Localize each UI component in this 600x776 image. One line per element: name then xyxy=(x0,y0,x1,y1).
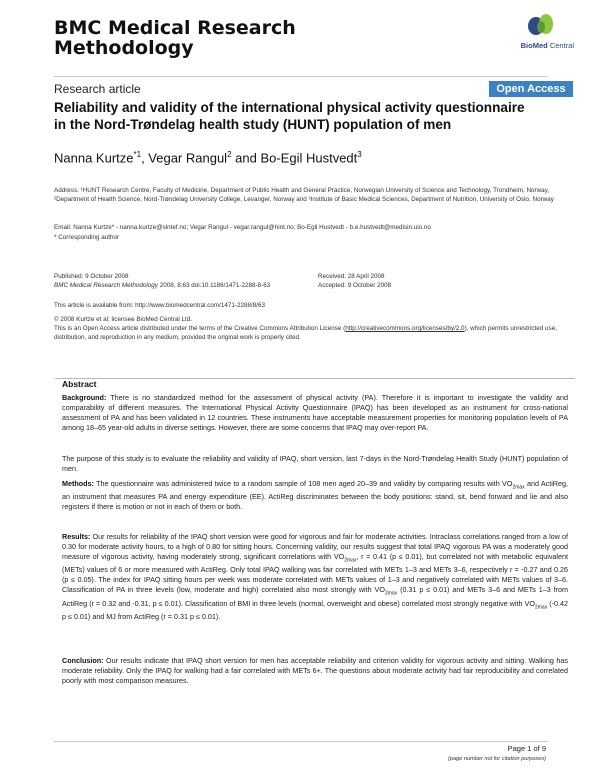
logo-wordmark: BioMed Central xyxy=(520,41,574,50)
author-affiliation: 3 xyxy=(357,150,362,159)
abstract-background: Background: There is no standardized method for the assessment of physical activity (PA). Therefore it is important to investigate the validity and comparability of different measures. The International Physical Activity Questionnaire (IPAQ) has been developed as an instrument for cross-national assessment of PA and has been validated in 12 countries. These instruments have acceptable measurement properties for monitoring population levels of PA among 18–65 year-old adults in diverse settings. However, there are some concerns that IPAQ may over-report PA. xyxy=(62,393,568,432)
biomed-central-logo[interactable] xyxy=(492,12,574,54)
author-name[interactable]: Nanna Kurtze xyxy=(54,150,134,166)
abstract-methods: Methods: The questionnaire was administered twice to a random sample of 108 men aged 20–39 and validity by comparing results with $VO_{2max}$ and ActiReg, an instrument that measures PA and energy expenditure (EE). ActiReg discriminates between the body positions: stand, sit, bend forward and lie and also registers if there is motion or not in each of them or both. xyxy=(62,479,568,512)
footer-divider xyxy=(54,741,548,742)
article-type: Research article xyxy=(54,82,141,96)
abstract-purpose: The purpose of this study is to evaluate the reliability and validity of IPAQ, short version, last 7-days in the Nord-Trøndelag Health Study (HUNT) population of men. xyxy=(62,454,568,473)
author-address: Address: ¹HUNT Research Centre, Faculty of Medicine, Department of Public Health and General Practice, Norwegian University of Science and Technology, Trondheim, Norway, ²Department of Health Science, Nord-Trøndelag University College, Levanger, Norway and ³Institute of Basic Medical Sciences, Department of Nutrition, University of Oslo, Norway xyxy=(54,187,554,203)
corresponding-author-note: * Corresponding author xyxy=(54,234,120,241)
citation: BMC Medical Research Methodology 2008, 8:63 doi:10.1186/1471-2288-8-63 xyxy=(54,282,271,289)
publication-info xyxy=(54,272,354,290)
page-number: Page 1 of 9 xyxy=(507,744,546,753)
journal-title-line1: BMC Medical Research xyxy=(54,17,296,39)
open-access-badge[interactable]: Open Access xyxy=(489,81,573,97)
journal-title-line2: Methodology xyxy=(54,37,194,59)
author-affiliation: *1 xyxy=(133,150,142,159)
abstract-conclusion: Conclusion: Our results indicate that IPAQ short version for men has acceptable reliability and criterion validity for vigorous activity and sitting. Walking has moderate reliability. Only the IPAQ for walking had a fair correlated with METs 6+. The questions about moderate activity had fair reproducibility and correlated poorly with most comparison measures. xyxy=(62,656,568,685)
page-number-note: (page number not for citation purposes) xyxy=(448,756,546,762)
header-divider xyxy=(54,76,548,77)
author-affiliation: 2 xyxy=(227,150,232,159)
accepted-date: Accepted: 9 October 2008 xyxy=(318,282,392,289)
journal-title xyxy=(54,18,394,58)
published-date: Published: 9 October 2008 xyxy=(54,273,129,280)
license-text: This is an Open Access article distributed under the terms of the Creative Commons Attribution License (http://creativecommons.org/licenses/by/2.0), which permits unrestricted use, distribution, and reproduction in any medium, provided the original work is properly cited. xyxy=(54,325,557,341)
paper-title: Reliability and validity of the international physical activity questionnaire in the Nord-Trøndelag health study (HUNT) population of men xyxy=(54,100,525,132)
author-list xyxy=(54,150,362,165)
abstract-heading: Abstract xyxy=(62,379,97,389)
biomed-central-logo-icon xyxy=(526,12,556,38)
copyright-notice: © 2008 Kurtze et al; licensee BioMed Central Ltd. xyxy=(54,316,192,323)
author-name[interactable]: , Vegar Rangul xyxy=(141,150,228,166)
author-name[interactable]: and Bo-Egil Hustvedt xyxy=(231,150,358,166)
article-url[interactable]: This article is available from: http://www.biomedcentral.com/1471-2288/8/63 xyxy=(54,302,266,309)
abstract-results: Results: Our results for reliability of the IPAQ short version were good for vigorous and fair for moderate activities. Intraclass correlations ranged from a low of 0.30 for moderate activity hours, to a high of 0.80 for sitting hours. Concerning validity, our results suggest that total IPAQ vigorous PA was a moderately good measure of vigorous activity, having moderately strong, significant correlations with $VO_{2max}$, r = 0.41 (p ≤ 0.01), but correlated not with metabolic equivalent (METs) values of 6 or more measured with ActiReg. Only total IPAQ walking was fair correlated with METs 1–3 and METs 3–6, respectively r = -0.27 and 0.26 (p ≤ 0.05). The index for IPAQ sitting hours per week was moderate correlated with METs values of 1–3 and negatively correlated with METs values of 3–6. Classification of PA in three levels (low, moderate and high) correlated also most strongly with $VO_{2max}$ (0.31 p ≤ 0.01) and METs 3–6 and METs 1–3 from ActiReg (r = 0.32 and -0.31, p ≤ 0.01). Classification of BMI in three levels (normal, overweight and obese) correlated most strongly negative with $VO_{2max}$ (-0.42 p ≤ 0.01) and MJ from ActiReg (r = 0.31 p ≤ 0.01). xyxy=(62,532,569,622)
received-date: Received: 28 April 2008 xyxy=(318,273,385,280)
license-link[interactable]: http://creativecommons.org/licenses/by/2.0 xyxy=(345,325,465,332)
author-emails[interactable]: Email: Nanna Kurtze* - nanna.kurtze@sintef.no; Vegar Rangul - vegar.rangul@hint.no; Bo-Egil Hustvedt - b.e.hustvedt@medisin.uio.no xyxy=(54,224,431,231)
review-dates xyxy=(318,272,518,290)
